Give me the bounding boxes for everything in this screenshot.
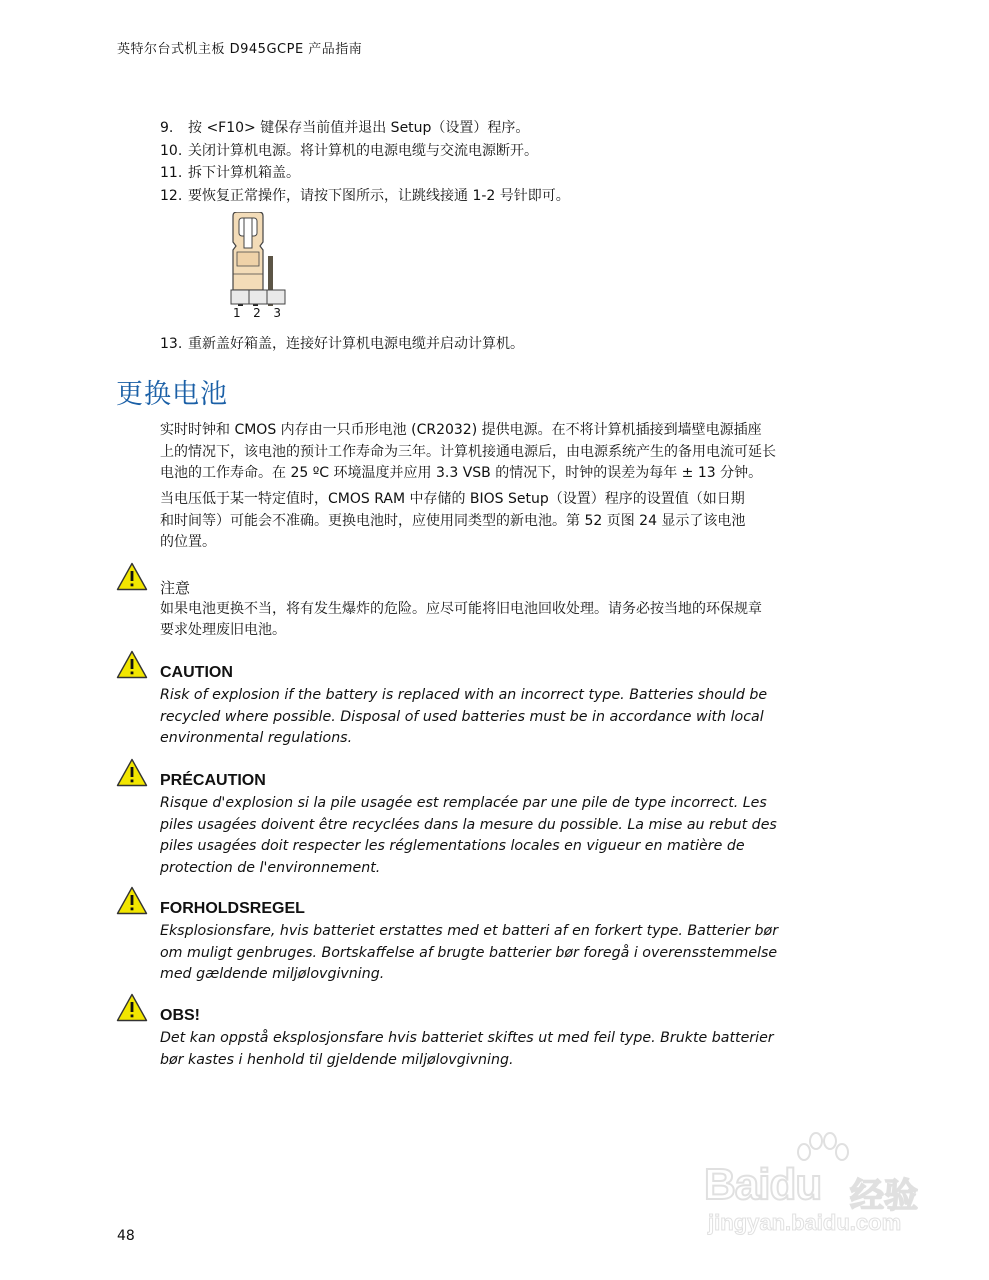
notice-line: 要求处理废旧电池。 — [160, 622, 286, 638]
step-text: 重新盖好箱盖，连接好计算机电源电缆并启动计算机。 — [188, 336, 524, 352]
step-number: 12. — [160, 187, 183, 204]
section-title: 更换电池 — [116, 379, 228, 410]
notice-line: med gældende miljølovgivning. — [160, 966, 385, 982]
notice-title: CAUTION — [160, 664, 233, 681]
notice-line: environmental regulations. — [160, 730, 353, 746]
pin-label: 1 — [233, 306, 241, 320]
document-header: 英特尔台式机主板 D945GCPE 产品指南 — [117, 42, 363, 57]
notice-line: piles usagées doivent être recyclées dans la mesure du possible. La mise au rebut des — [160, 816, 777, 833]
step-text: 按 <F10> 键保存当前值并退出 Setup（设置）程序。 — [188, 120, 530, 136]
step-number: 13. — [160, 336, 183, 352]
notice-body — [160, 921, 872, 986]
step-item — [160, 117, 570, 140]
step-number: 10. — [160, 142, 183, 159]
watermark-url: jingyan.baidu.com — [708, 1210, 902, 1235]
notice-title: OBS! — [160, 1007, 200, 1024]
paragraph-line: 和时间等）可能会不准确。更换电池时，应使用同类型的新电池。第 52 页图 24 显示了该电池 — [160, 512, 746, 529]
warning-icon — [116, 886, 148, 915]
notice-line: bør kastes i henhold til gjeldende miljølovgivning. — [160, 1051, 514, 1068]
notice-line: protection de l'environnement. — [160, 859, 381, 876]
step-text: 拆下计算机箱盖。 — [188, 165, 300, 181]
baidu-watermark — [700, 1132, 940, 1242]
notice-precaution — [116, 758, 876, 878]
warning-icon — [116, 562, 148, 591]
notice-body — [160, 599, 872, 641]
step-text: 关闭计算机电源。将计算机的电源电缆与交流电源断开。 — [188, 142, 538, 159]
notice-caution — [116, 650, 876, 750]
step-item — [160, 185, 570, 208]
step-number: 9. — [160, 120, 174, 136]
watermark-cn: 经验 — [850, 1176, 918, 1216]
step-item — [160, 162, 570, 185]
notice-forholdsregel — [116, 886, 876, 986]
notice-body — [160, 685, 872, 750]
notice-title: FORHOLDSREGEL — [160, 900, 305, 917]
step-number: 11. — [160, 165, 183, 181]
notice-line: recycled where possible. Disposal of used batteries must be in accordance with local — [160, 708, 764, 725]
notice-chinese — [116, 562, 876, 642]
paragraph-line: 上的情况下，该电池的预计工作寿命为三年。计算机接通电源后，由电源系统产生的备用电流可延长 — [160, 443, 776, 460]
pin-label: 3 — [273, 306, 281, 320]
paragraph-line: 当电压低于某一特定值时，CMOS RAM 中存储的 BIOS Setup（设置）程序的设置值（如日期 — [160, 491, 745, 507]
pin-label: 2 — [253, 306, 261, 320]
body-paragraph — [160, 489, 872, 554]
jumper-header-base — [231, 290, 285, 304]
step-item — [160, 333, 524, 355]
paragraph-line: 实时时钟和 CMOS 内存由一只币形电池 (CR2032) 提供电源。在不将计算机插接到墙壁电源插座 — [160, 422, 762, 438]
notice-line: om muligt genbruges. Bortskaffelse af brugte batterier bør foregå i overensstemmelse — [160, 944, 778, 961]
warning-icon — [116, 758, 148, 787]
step-text: 要恢复正常操作，请按下图所示，让跳线接通 1-2 号针即可。 — [188, 187, 570, 204]
watermark-logo: Baidu — [704, 1160, 822, 1209]
jumper-cap — [233, 212, 263, 290]
paragraph-line: 的位置。 — [160, 534, 216, 550]
step-item — [160, 140, 570, 163]
notice-title: 注意 — [160, 579, 191, 597]
steps-list — [160, 117, 570, 207]
notice-line: Det kan oppstå eksplosjonsfare hvis batteriet skiftes ut med feil type. Brukte batterier — [160, 1030, 774, 1046]
notice-body — [160, 793, 872, 879]
notice-obs — [116, 993, 876, 1073]
warning-icon — [116, 993, 148, 1022]
notice-line: Risk of explosion if the battery is replaced with an incorrect type. Batteries should be — [160, 687, 768, 703]
jumper-pin-labels — [233, 306, 281, 320]
page-number: 48 — [117, 1228, 135, 1244]
notice-line: Risque d'explosion si la pile usagée est remplacée par une pile de type incorrect. Les — [160, 795, 767, 811]
notice-body — [160, 1028, 872, 1071]
notice-title: PRÉCAUTION — [160, 772, 266, 789]
notice-line: Eksplosionsfare, hvis batteriet erstattes med et batteri af en forkert type. Batterier bør — [160, 923, 779, 939]
notice-line: piles usagées doit respecter les réglementations locales en vigueur en matière de — [160, 838, 745, 854]
body-paragraph — [160, 420, 872, 485]
warning-icon — [116, 650, 148, 679]
notice-line: 如果电池更换不当，将有发生爆炸的危险。应尽可能将旧电池回收处理。请务必按当地的环保规章 — [160, 601, 762, 617]
paragraph-line: 电池的工作寿命。在 25 ºC 环境温度并应用 3.3 VSB 的情况下，时钟的误差为每年 ± 13 分钟。 — [160, 465, 763, 481]
